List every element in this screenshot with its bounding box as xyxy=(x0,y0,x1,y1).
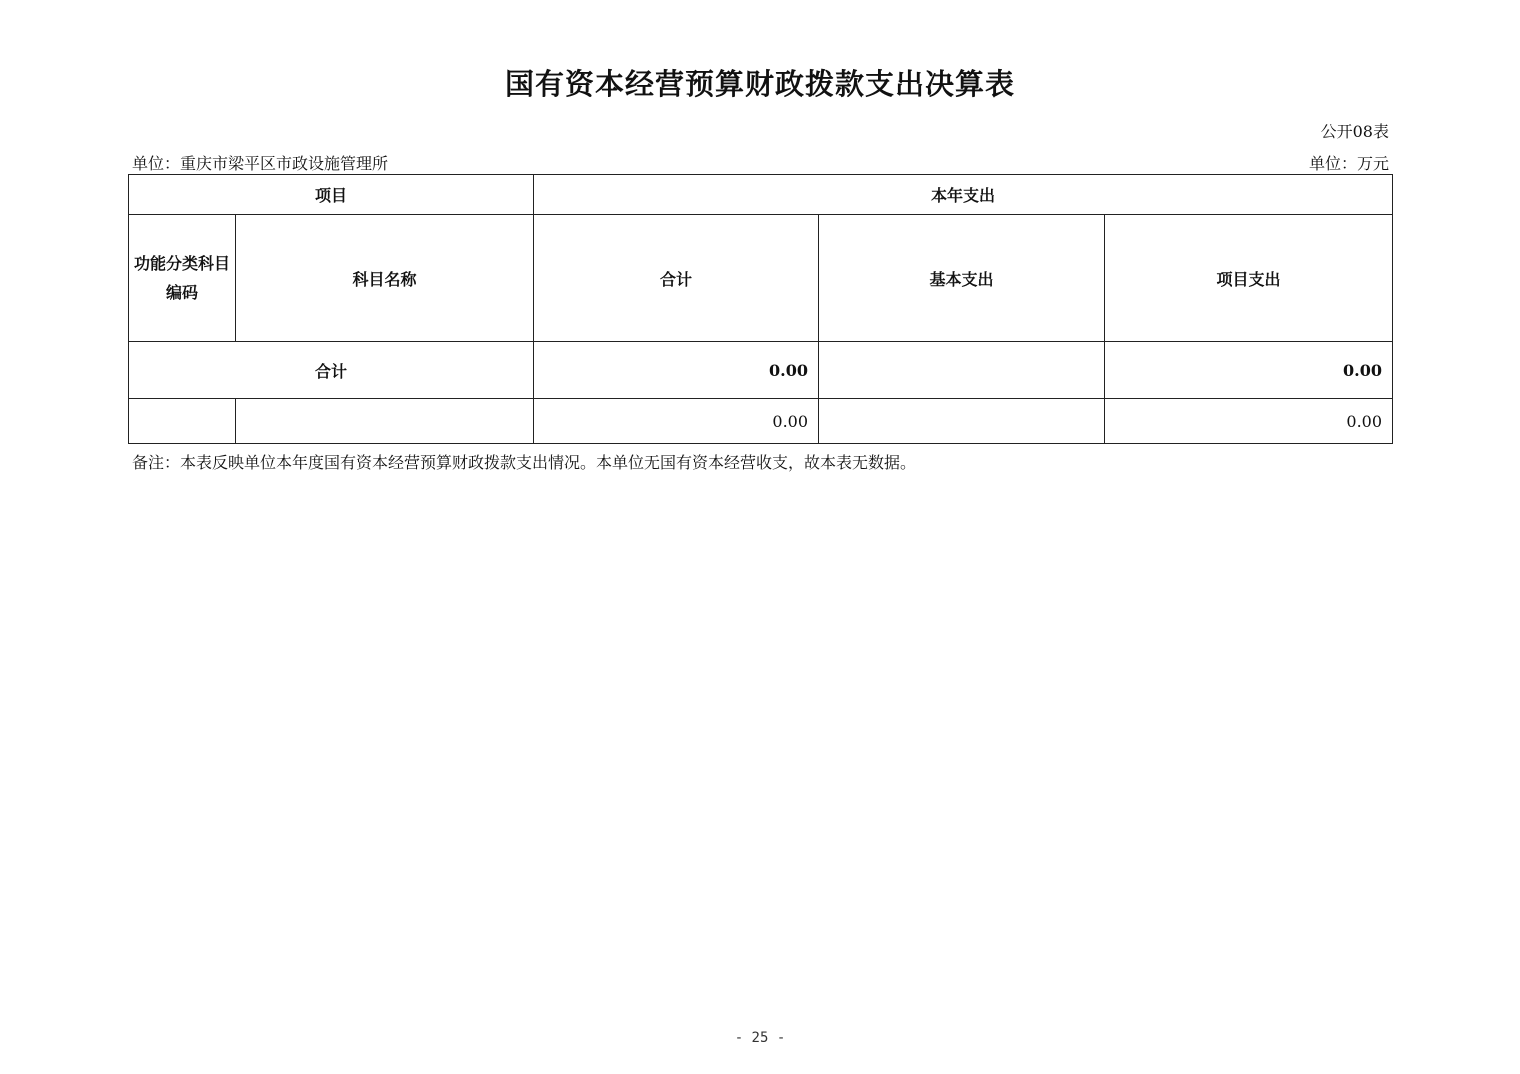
total-row-total: 0.00 xyxy=(534,342,819,399)
table-note: 备注：本表反映单位本年度国有资本经营预算财政拨款支出情况。本单位无国有资本经营收支，故本表无数据。 xyxy=(132,453,917,472)
col-subject-name: 科目名称 xyxy=(236,215,534,342)
col-function-code: 功能分类科目编码 xyxy=(129,215,236,342)
total-row-project: 0.00 xyxy=(1105,342,1393,399)
row-project: 0.00 xyxy=(1105,399,1393,444)
total-row xyxy=(129,342,1393,399)
budget-table xyxy=(128,174,1393,444)
row-code xyxy=(129,399,236,444)
col-total: 合计 xyxy=(534,215,819,342)
unit-currency: 单位：万元 xyxy=(1308,154,1389,173)
header-project: 项目 xyxy=(129,175,534,215)
col-project-expenditure: 项目支出 xyxy=(1105,215,1393,342)
page-title: 国有资本经营预算财政拨款支出决算表 xyxy=(504,67,1015,101)
header-current-year-expenditure: 本年支出 xyxy=(534,175,1393,215)
row-name xyxy=(236,399,534,444)
form-code: 公开08表 xyxy=(1320,122,1389,141)
row-basic xyxy=(819,399,1105,444)
page-number: - 25 - xyxy=(734,1030,786,1046)
col-basic-expenditure: 基本支出 xyxy=(819,215,1105,342)
total-row-basic xyxy=(819,342,1105,399)
table-row xyxy=(129,399,1393,444)
row-total: 0.00 xyxy=(534,399,819,444)
total-row-label: 合计 xyxy=(129,342,534,399)
header-row-top xyxy=(129,175,1393,215)
header-row-columns xyxy=(129,215,1393,342)
unit-organization: 单位：重庆市梁平区市政设施管理所 xyxy=(132,154,389,173)
